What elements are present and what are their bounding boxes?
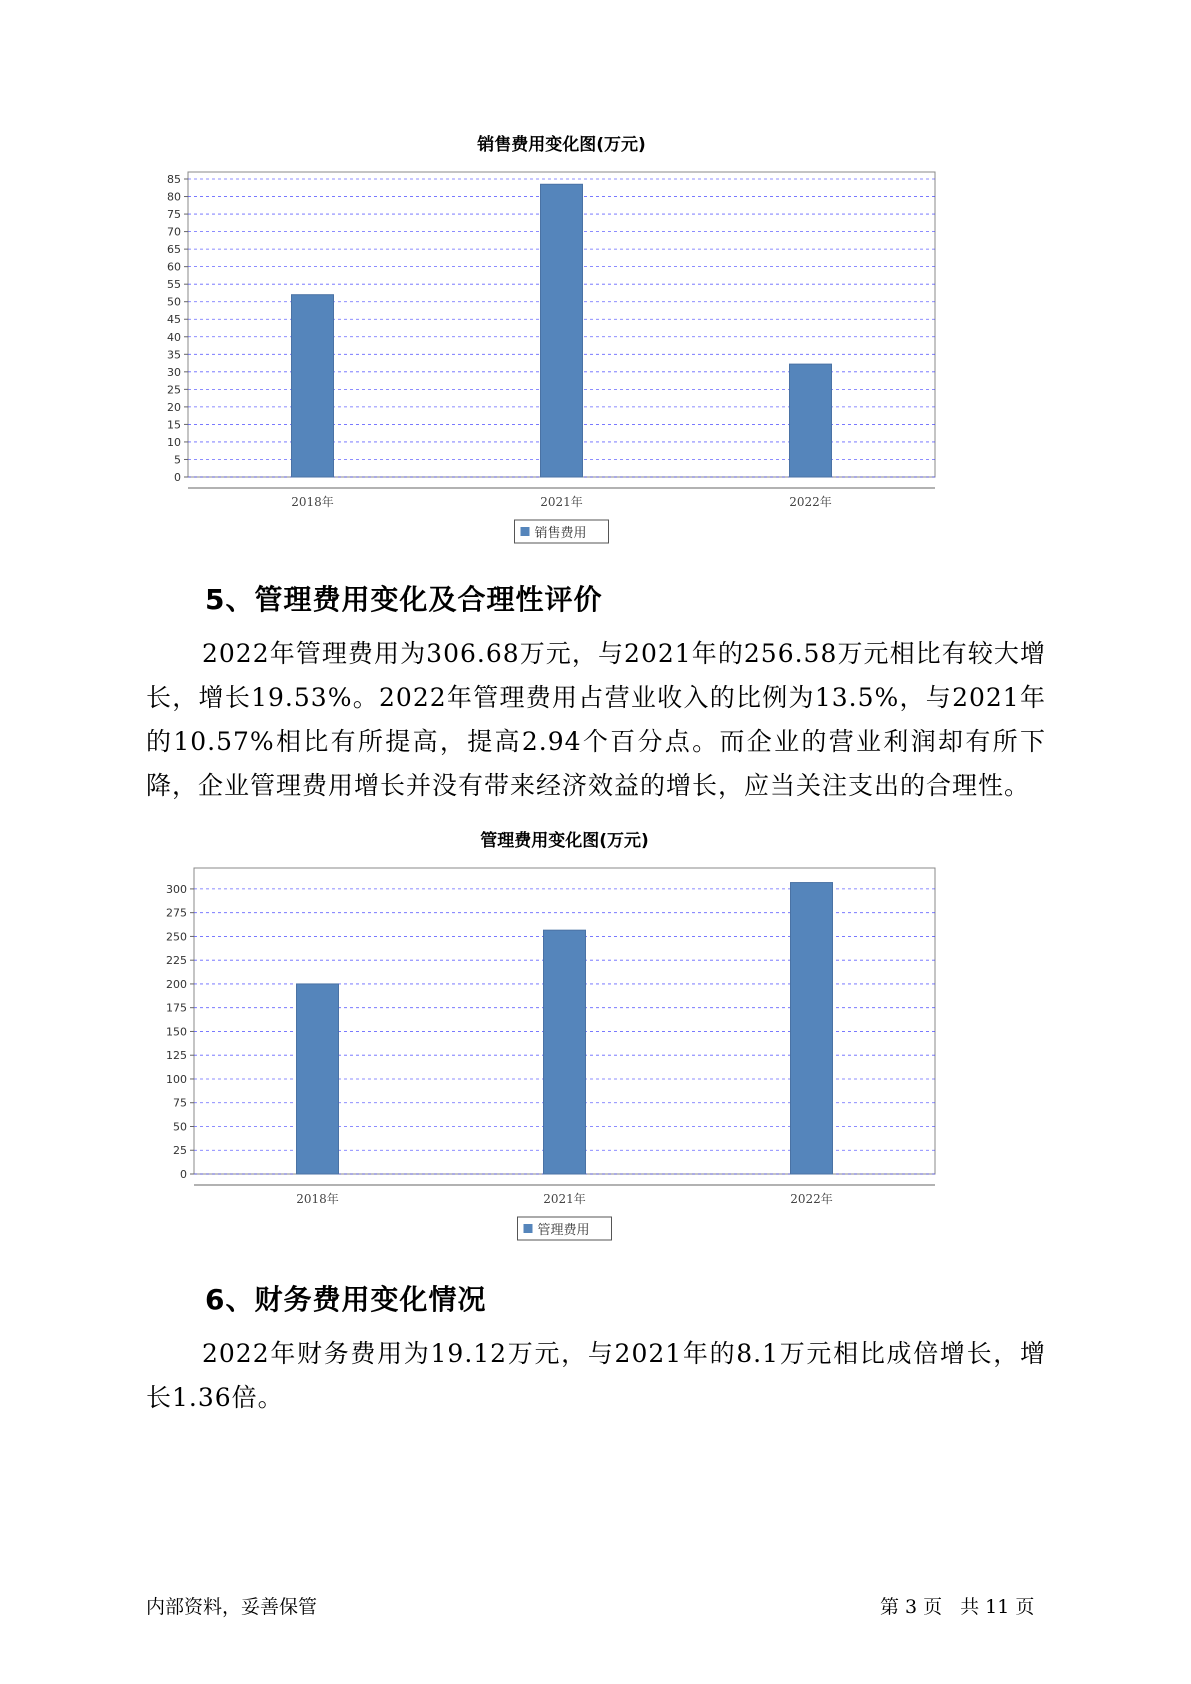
y-tick-label: 35 — [167, 348, 181, 362]
y-tick-label: 275 — [166, 906, 187, 920]
admin-expense-chart-svg — [150, 826, 1030, 1251]
y-tick-label: 10 — [167, 435, 181, 449]
y-tick-label: 125 — [166, 1049, 187, 1063]
y-tick-label: 225 — [166, 954, 187, 968]
x-tick-label: 2022年 — [789, 495, 832, 509]
section6-heading: 6、财务费用变化情况 — [205, 1283, 487, 1316]
y-tick-label: 45 — [167, 313, 181, 327]
y-tick-label: 80 — [167, 190, 181, 204]
y-tick-label: 0 — [174, 471, 181, 484]
sales-expense-chart — [150, 130, 1030, 550]
admin-expense-chart — [150, 826, 1030, 1251]
legend-swatch — [521, 527, 530, 536]
section5-paragraph — [146, 632, 1046, 808]
y-tick-label: 75 — [173, 1096, 187, 1110]
legend-label: 销售费用 — [534, 526, 587, 541]
x-tick-label: 2021年 — [543, 1192, 586, 1206]
y-tick-label: 55 — [167, 278, 181, 292]
chart-title: 销售费用变化图(万元) — [477, 135, 646, 155]
y-tick-label: 60 — [167, 260, 181, 274]
y-tick-label: 50 — [167, 295, 181, 309]
page-current: 3 — [905, 1596, 918, 1618]
y-tick-label: 25 — [167, 383, 181, 397]
x-tick-label: 2018年 — [291, 495, 334, 509]
y-tick-label: 70 — [167, 225, 181, 239]
y-tick-label: 75 — [167, 208, 181, 222]
y-tick-label: 0 — [180, 1168, 187, 1181]
bar — [544, 930, 586, 1174]
bar — [297, 984, 339, 1174]
y-tick-label: 25 — [173, 1144, 187, 1158]
y-tick-label: 150 — [166, 1025, 187, 1039]
y-tick-label: 30 — [167, 365, 181, 379]
legend-label: 管理费用 — [537, 1223, 590, 1238]
x-tick-label: 2018年 — [296, 1192, 339, 1206]
section5-paragraph-text: 2022年管理费用为306.68万元，与2021年的256.58万元相比有较大增长，增长19.53%。2022年管理费用占营业收入的比例为13.5%，与2021年的10.57%相比有所提高，提高2.94个百分点。而企业的营业利润却有所下降，企业管理费用增长并没有带来经济效益的增长，应当关注支出的合理性。 — [146, 639, 1046, 800]
bar — [791, 883, 833, 1174]
bar — [790, 364, 832, 477]
total-prefix: 共 — [960, 1596, 980, 1618]
y-tick-label: 200 — [166, 977, 187, 991]
footer-confidential-note: 内部资料，妥善保管 — [146, 1596, 318, 1618]
page-prefix: 第 — [880, 1596, 900, 1618]
page-total: 11 — [985, 1596, 1010, 1618]
y-tick-label: 175 — [166, 1001, 187, 1015]
section5-heading: 5、管理费用变化及合理性评价 — [205, 583, 603, 616]
y-tick-label: 5 — [174, 453, 181, 467]
page-unit: 页 — [923, 1596, 943, 1618]
chart-title: 管理费用变化图(万元) — [480, 831, 649, 851]
legend-swatch — [524, 1224, 533, 1233]
bar — [541, 184, 583, 477]
y-tick-label: 15 — [167, 418, 181, 432]
y-tick-label: 20 — [167, 400, 181, 414]
section6-paragraph — [146, 1332, 1046, 1420]
x-tick-label: 2021年 — [540, 495, 583, 509]
y-tick-label: 300 — [166, 882, 187, 896]
x-tick-label: 2022年 — [790, 1192, 833, 1206]
total-unit: 页 — [1015, 1596, 1035, 1618]
y-tick-label: 250 — [166, 930, 187, 944]
y-tick-label: 40 — [167, 330, 181, 344]
section6-paragraph-text: 2022年财务费用为19.12万元，与2021年的8.1万元相比成倍增长，增长1.36倍。 — [146, 1339, 1046, 1412]
y-tick-label: 85 — [167, 173, 181, 187]
y-tick-label: 50 — [173, 1120, 187, 1134]
footer-page-number — [880, 1592, 1040, 1619]
y-tick-label: 65 — [167, 243, 181, 257]
sales-expense-chart-svg — [150, 130, 1030, 550]
bar — [292, 295, 334, 477]
y-tick-label: 100 — [166, 1072, 187, 1086]
